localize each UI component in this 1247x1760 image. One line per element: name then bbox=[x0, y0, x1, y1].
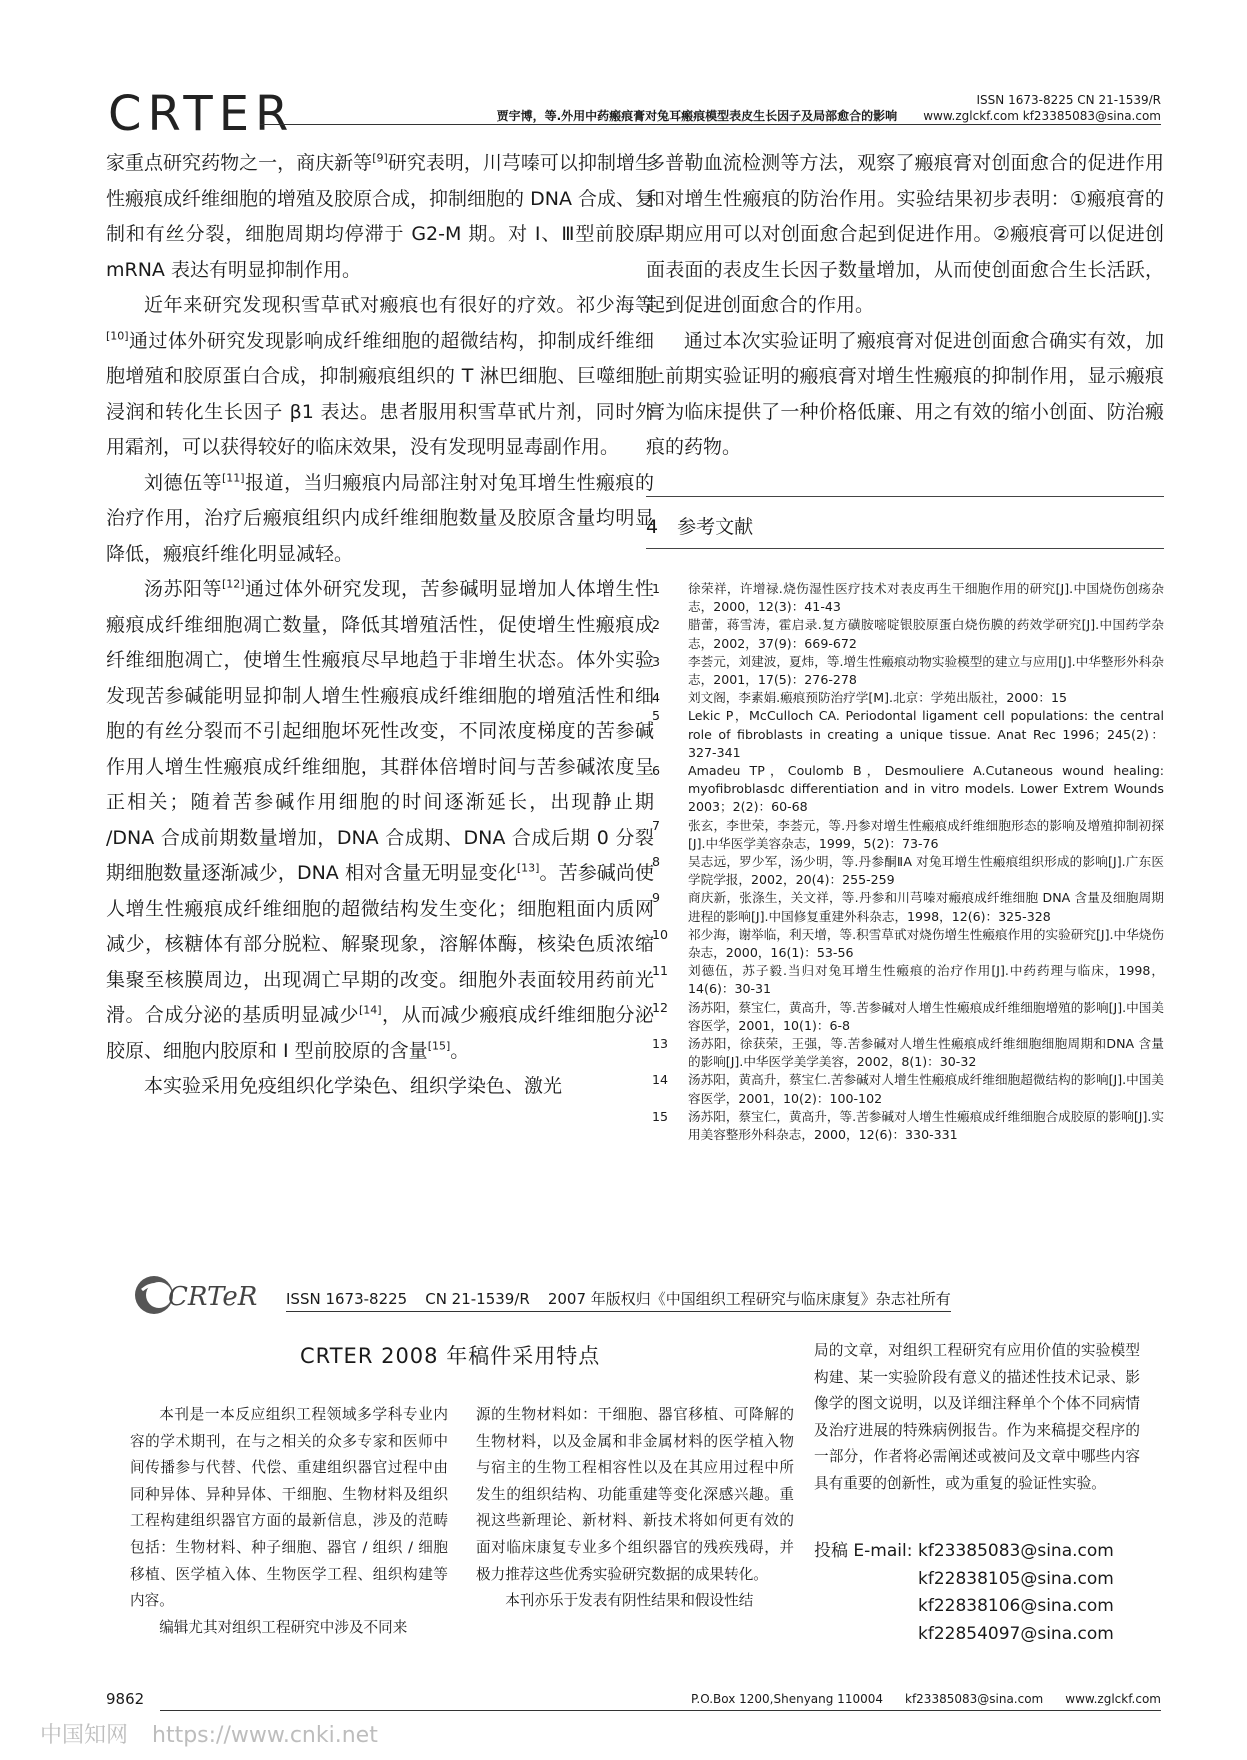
reference-number: 8 bbox=[652, 854, 661, 870]
reference-text: 祁少海，谢举临，利天增，等.积雪草甙对烧伤增生性瘢痕作用的实验研究[J].中华烧伤杂志，2000，16(1)：53-56 bbox=[688, 926, 1164, 961]
banner-issn: ISSN 1673-8225 bbox=[286, 1290, 408, 1308]
reference-text: 徐荣祥，许增禄.烧伤湿性医疗技术对表皮再生干细胞作用的研究[J].中国烧伤创疡杂志，2000，12(3)：41-43 bbox=[688, 581, 1164, 615]
cnki-watermark bbox=[40, 1718, 378, 1749]
email-label: 投稿 E-mail: bbox=[814, 1541, 913, 1561]
running-header bbox=[497, 92, 1161, 124]
reference-item bbox=[646, 853, 1164, 889]
header-contact: www.zglckf.com kf23385083@sina.com bbox=[923, 109, 1161, 123]
email-link[interactable]: kf22838106@sina.com bbox=[918, 1596, 1114, 1616]
reference-number: 3 bbox=[652, 653, 661, 669]
paragraph: 家重点研究药物之一，商庆新等[9]研究表明，川芎嗪可以抑制增生性瘢痕成纤维细胞的增殖及胶原合成，抑制细胞的 DNA 合成、复制和有丝分裂，细胞周期均停滞于 G2-M 期。对 Ⅰ、Ⅲ型前胶原 mRNA 表达有明显抑制作用。 bbox=[106, 151, 654, 281]
reference-number: 9 bbox=[652, 890, 661, 906]
footer-address-line bbox=[669, 1692, 1161, 1706]
reference-text: Lekic P，McCulloch CA. Periodontal ligament cell populations: the central role of fibroblasts in creating a unique tissue. Anat Rec 1996；245(2)：327-341 bbox=[688, 708, 1164, 760]
reference-item bbox=[646, 817, 1164, 853]
footer-rule bbox=[160, 1710, 1161, 1711]
section-rule-bottom bbox=[646, 548, 1164, 549]
header-rule bbox=[260, 124, 1161, 125]
reference-text: 吴志远，罗少军，汤少明，等.丹参酮ⅡA 对兔耳增生性瘢痕组织形成的影响[J].广东医学院学报，2002，20(4)：255-259 bbox=[688, 854, 1164, 888]
header-title: 贾宇博，等.外用中药瘢痕膏对兔耳瘢痕模型表皮生长因子及局部愈合的影响 bbox=[496, 109, 898, 123]
citation-marker: [9] bbox=[372, 151, 388, 165]
citation-marker: [12] bbox=[221, 577, 245, 591]
reference-number: 6 bbox=[652, 763, 661, 779]
reference-text: 汤苏阳，蔡宝仁，黄高升，等.苦参碱对人增生性瘢痕成纤维细胞合成胶原的影响[J].实用美容整形外科杂志，2000，12(6)：330-331 bbox=[688, 1108, 1164, 1143]
citation-marker: [10] bbox=[106, 329, 129, 343]
reference-number: 10 bbox=[652, 926, 669, 942]
citation-marker: [13] bbox=[516, 861, 540, 875]
notice-paragraph: 源的生物材料如：干细胞、器官移植、可降解的生物材料，以及金属和非金属材料的医学植入物与宿主的生物工程相容性以及在其应用过程中所发生的组织结构、功能重建等变化深感兴趣。重视这些新理论、新材料、新技术将如何更有效的面对临床康复专业多个组织器官的残疾残碍，并极力推荐这些优秀实验研究数据的成果转化。 bbox=[476, 1406, 794, 1583]
section-heading: 4 参考文献 bbox=[646, 516, 754, 538]
reference-item bbox=[646, 689, 1164, 707]
reference-text: 汤苏阳，蔡宝仁，黄高升，等.苦参碱对人增生性瘢痕成纤维细胞增殖的影响[J].中国美容医学，2001，10(1)：6-8 bbox=[688, 999, 1164, 1033]
reference-text: 腊蕾，蒋雪涛，霍启录.复方磺胺嘧啶银胶原蛋白烧伤膜的药效学研究[J].中国药学杂志，2002，37(9)：669-672 bbox=[688, 617, 1164, 651]
reference-number: 7 bbox=[652, 817, 661, 833]
reference-number: 5 bbox=[652, 708, 661, 724]
header-issn: ISSN 1673-8225 CN 21-1539/R bbox=[976, 93, 1161, 107]
notice-paragraph: 本刊是一本反应组织工程领域多学科专业内容的学术期刊，在与之相关的众多专家和医师中间传播参与代替、代偿、重建组织器官过程中由同种异体、异种异体、干细胞、生物材料及组织工程构建组织器官方面的最新信息，涉及的范畴包括：生物材料、种子细胞、器官 / 组织 / 细胞移植、医学植入体、生物医学工程、组织构建等内容。 bbox=[130, 1406, 448, 1610]
reference-item bbox=[646, 762, 1164, 817]
paragraph: 本实验采用免疫组织化学染色、组织学染色、激光 bbox=[144, 1075, 563, 1097]
reference-text: 张玄，李世荣，李荟元，等.丹参对增生性瘢痕成纤维细胞形态的影响及增殖抑制初探[J].中华医学美容杂志，1999，5(2)：73-76 bbox=[688, 817, 1164, 851]
email-link[interactable]: kf22854097@sina.com bbox=[918, 1623, 1114, 1644]
notice-paragraph: 局的文章，对组织工程研究有应用价值的实验模型构建、某一实验阶段有意义的描述性技术记录、影像学的图文说明，以及详细注释单个个体不同病情及治疗进展的特殊病例报告。作为来稿提交程序的一部分，作者将必需阐述或被问及文章中哪些内容具有重要的创新性，或为重复的验证性实验。 bbox=[814, 1342, 1140, 1492]
notice-paragraph: 编辑尤其对组织工程研究中涉及不同来 bbox=[159, 1618, 408, 1636]
reference-text: 汤苏阳，徐获荣，王强，等.苦参碱对人增生性瘢痕成纤维细胞细胞周期和DNA 含量的影响[J].中华医学美学美容，2002，8(1)：30-32 bbox=[688, 1036, 1164, 1070]
paragraph: 刘德伍等[11]报道，当归瘢痕内局部注射对兔耳增生性瘢痕的治疗作用，治疗后瘢痕组织内成纤维细胞数量及胶原含量均明显降低，瘢痕纤维化明显减轻。 bbox=[106, 471, 654, 565]
reference-number: 11 bbox=[652, 963, 669, 979]
citation-marker: [14] bbox=[358, 1003, 382, 1017]
email-link[interactable]: kf23385083@sina.com bbox=[918, 1541, 1114, 1561]
reference-text: Amadeu TP，Coulomb B，Desmouliere A.Cutaneous wound healing: myofibroblasdc differentiation and in vitro models. Lower Extrem Wounds 2003；2(2)：60-68 bbox=[688, 763, 1164, 815]
reference-item bbox=[646, 653, 1164, 689]
journal-logo: CRTER bbox=[108, 86, 295, 142]
submission-emails bbox=[814, 1538, 1114, 1648]
copyright-banner bbox=[128, 1272, 1118, 1318]
notice-column-2 bbox=[476, 1402, 794, 1615]
footer-email: kf23385083@sina.com bbox=[905, 1692, 1044, 1706]
watermark-url[interactable]: https://www.cnki.net bbox=[152, 1723, 378, 1748]
banner-logo-text: CRTeR bbox=[168, 1282, 258, 1312]
watermark-brand: 中国知网 bbox=[40, 1723, 129, 1748]
notice-column-1 bbox=[130, 1402, 448, 1641]
reference-item bbox=[646, 1035, 1164, 1071]
reference-text: 刘文阁，李素娟.瘢痕预防治疗学[M].北京：学苑出版社，2000：15 bbox=[688, 690, 1068, 706]
reference-text: 刘德伍，苏子毅.当归对兔耳增生性瘢痕的治疗作用[J].中药药理与临床，1998，14(6)：30-31 bbox=[688, 963, 1164, 997]
page-number: 9862 bbox=[106, 1690, 145, 1708]
reference-item bbox=[646, 1108, 1164, 1144]
footer-address: P.O.Box 1200,Shenyang 110004 bbox=[691, 1692, 883, 1706]
banner-cn: CN 21-1539/R bbox=[425, 1290, 530, 1308]
reference-number: 4 bbox=[652, 690, 661, 706]
paragraph: 近年来研究发现积雪草甙对瘢痕也有很好的疗效。祁少海等[10]通过体外研究发现影响成纤维细胞的超微结构，抑制成纤维细胞增殖和胶原蛋白合成，抑制瘢痕组织的 T 淋巴细胞、巨噬细胞浸润和转化生长因子 β1 表达。患者服用积雪草甙片剂，同时外用霜剂，可以获得较好的临床效果，没有发现明显毒副作用。 bbox=[106, 294, 654, 458]
banner-text bbox=[286, 1288, 951, 1312]
paragraph: 通过本次实验证明了瘢痕膏对促进创面愈合确实有效，加上前期实验证明的瘢痕膏对增生性瘢痕的抑制作用，显示瘢痕膏为临床提供了一种价格低廉、用之有效的缩小创面、防治瘢痕的药物。 bbox=[646, 329, 1164, 458]
footer-site: www.zglckf.com bbox=[1065, 1692, 1161, 1706]
reference-text: 商庆新，张涤生，关文祥，等.丹参和川芎嗪对瘢痕成纤维细胞 DNA 含量及细胞周期进程的影响[J].中国修复重建外科杂志，1998，12(6)：325-328 bbox=[688, 890, 1164, 924]
reference-text: 汤苏阳，黄高升，蔡宝仁.苦参碱对人增生性瘢痕成纤维细胞超微结构的影响[J].中国美容医学，2001，10(2)：100-102 bbox=[688, 1072, 1164, 1106]
reference-item bbox=[646, 707, 1164, 762]
reference-item bbox=[646, 926, 1164, 962]
reference-number: 14 bbox=[652, 1072, 669, 1088]
reference-item bbox=[646, 1071, 1164, 1107]
paragraph: 汤苏阳等[12]通过体外研究发现，苦参碱明显增加人体增生性瘢痕成纤维细胞凋亡数量，降低其增殖活性，促使增生性瘢痕成纤维细胞凋亡，使增生性瘢痕尽早地趋于非增生状态。体外实验发现苦参碱能明显抑制人增生性瘢痕成纤维细胞的增殖活性和细胞的有丝分裂而不引起细胞坏死性改变，不同浓度梯度的苦参碱作用人增生性瘢痕成纤维细胞，其群体倍增时间与苦参碱浓度呈正相关；随着苦参碱作用细胞的时间逐渐延长，出现静止期 /DNA 合成前期数量增加，DNA 合成期、DNA 合成后期 0 分裂期细胞数量逐渐减少，DNA 相对含量无明显变化[13]。苦参碱尚使人增生性瘢痕成纤维细胞的超微结构发生变化；细胞粗面内质网减少，核糖体有部分脱粒、解聚现象，溶解体酶，核染色质浓缩集聚至核膜周边，出现凋亡早期的改变。细胞外表面较用药前光滑。合成分泌的基质明显减少[14]，从而减少瘢痕成纤维细胞分泌胶原、细胞内胶原和 Ⅰ 型前胶原的含量[15]。 bbox=[106, 577, 654, 1062]
reference-number: 15 bbox=[652, 1108, 669, 1124]
section-rule-top bbox=[646, 496, 1164, 497]
reference-item bbox=[646, 962, 1164, 998]
reference-text: 李荟元，刘建波，夏炜，等.增生性瘢痕动物实验模型的建立与应用[J].中华整形外科杂志，2001，17(5)：276-278 bbox=[688, 653, 1164, 688]
reference-item bbox=[646, 999, 1164, 1035]
notice-title: CRTER 2008 年稿件采用特点 bbox=[300, 1344, 601, 1368]
email-link[interactable]: kf22838105@sina.com bbox=[918, 1568, 1114, 1589]
citation-marker: [15] bbox=[427, 1039, 451, 1053]
reference-list bbox=[646, 580, 1164, 1144]
right-column bbox=[646, 146, 1164, 466]
reference-item bbox=[646, 580, 1164, 616]
reference-number: 13 bbox=[652, 1036, 669, 1052]
reference-number: 2 bbox=[652, 617, 661, 633]
citation-marker: [11] bbox=[221, 471, 245, 485]
notice-paragraph: 本刊亦乐于发表有阴性结果和假设性结 bbox=[505, 1592, 754, 1610]
paragraph: 多普勒血流检测等方法，观察了瘢痕膏对创面愈合的促进作用和对增生性瘢痕的防治作用。实验结果初步表明：①瘢痕膏的早期应用可以对创面愈合起到促进作用。②瘢痕膏可以促进创面表面的表皮生长因子数量增加，从而使创面愈合生长活跃，起到促进创面愈合的作用。 bbox=[646, 152, 1164, 316]
reference-item bbox=[646, 616, 1164, 652]
reference-number: 1 bbox=[652, 581, 661, 596]
reference-number: 12 bbox=[652, 999, 669, 1015]
reference-item bbox=[646, 889, 1164, 925]
left-column bbox=[106, 146, 654, 1105]
crter-banner-logo bbox=[128, 1272, 280, 1318]
banner-copyright: 2007 年版权归《中国组织工程研究与临床康复》杂志社所有 bbox=[547, 1290, 951, 1308]
notice-column-3 bbox=[814, 1338, 1140, 1498]
